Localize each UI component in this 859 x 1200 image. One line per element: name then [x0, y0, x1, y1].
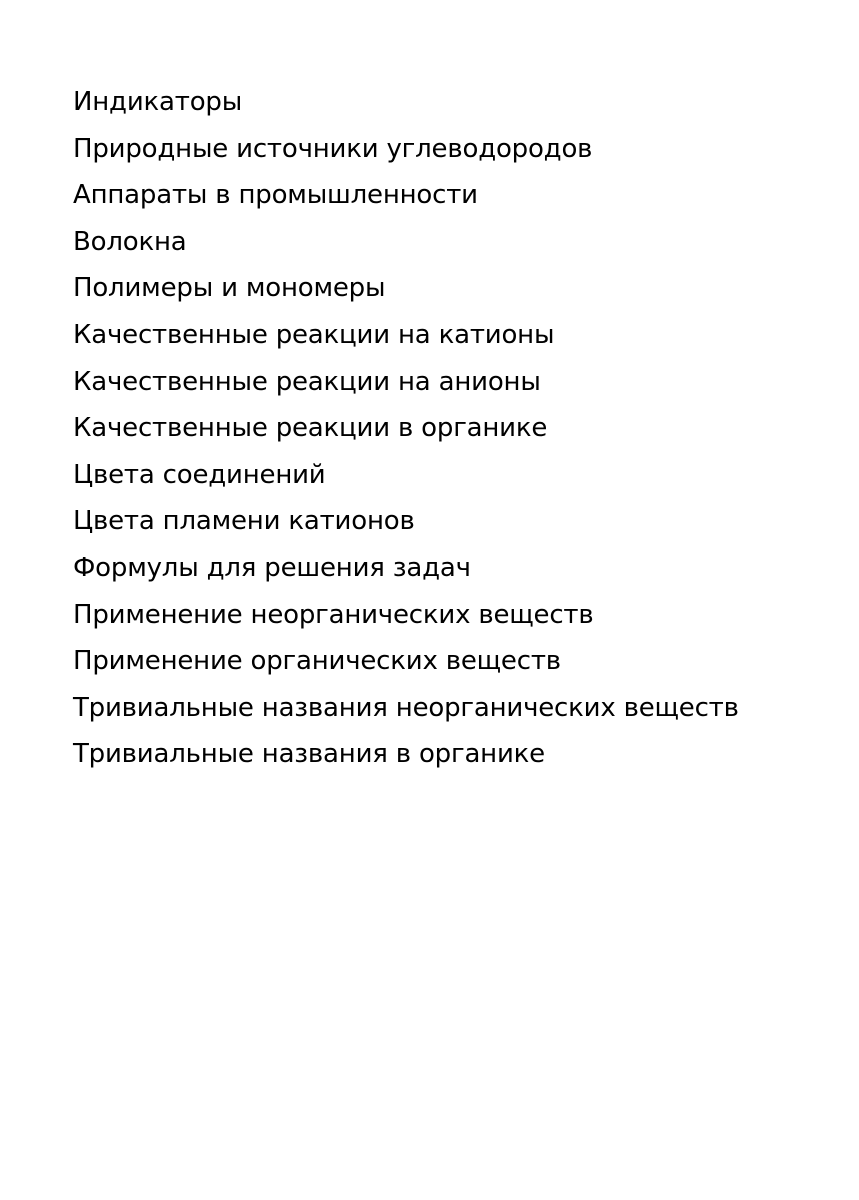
topic-item: Формулы для решения задач [73, 552, 471, 583]
topic-item: Применение органических веществ [73, 646, 561, 677]
topic-item: Качественные реакции на катионы [73, 319, 555, 350]
topic-item: Применение неорганических веществ [73, 599, 594, 630]
topic-list [73, 79, 833, 778]
topic-item: Волокна [73, 226, 187, 257]
topic-item: Цвета соединений [73, 459, 326, 490]
topic-item: Аппараты в промышленности [73, 180, 478, 211]
topic-item: Качественные реакции на анионы [73, 366, 541, 397]
topic-item: Качественные реакции в органике [73, 413, 548, 444]
topic-item: Природные источники углеводородов [73, 133, 593, 164]
topic-item: Цвета пламени катионов [73, 506, 415, 537]
topic-item: Тривиальные названия неорганических веществ [73, 692, 739, 723]
topic-item: Полимеры и мономеры [73, 273, 386, 304]
topic-item: Индикаторы [73, 87, 243, 117]
topic-item: Тривиальные названия в органике [73, 739, 545, 770]
